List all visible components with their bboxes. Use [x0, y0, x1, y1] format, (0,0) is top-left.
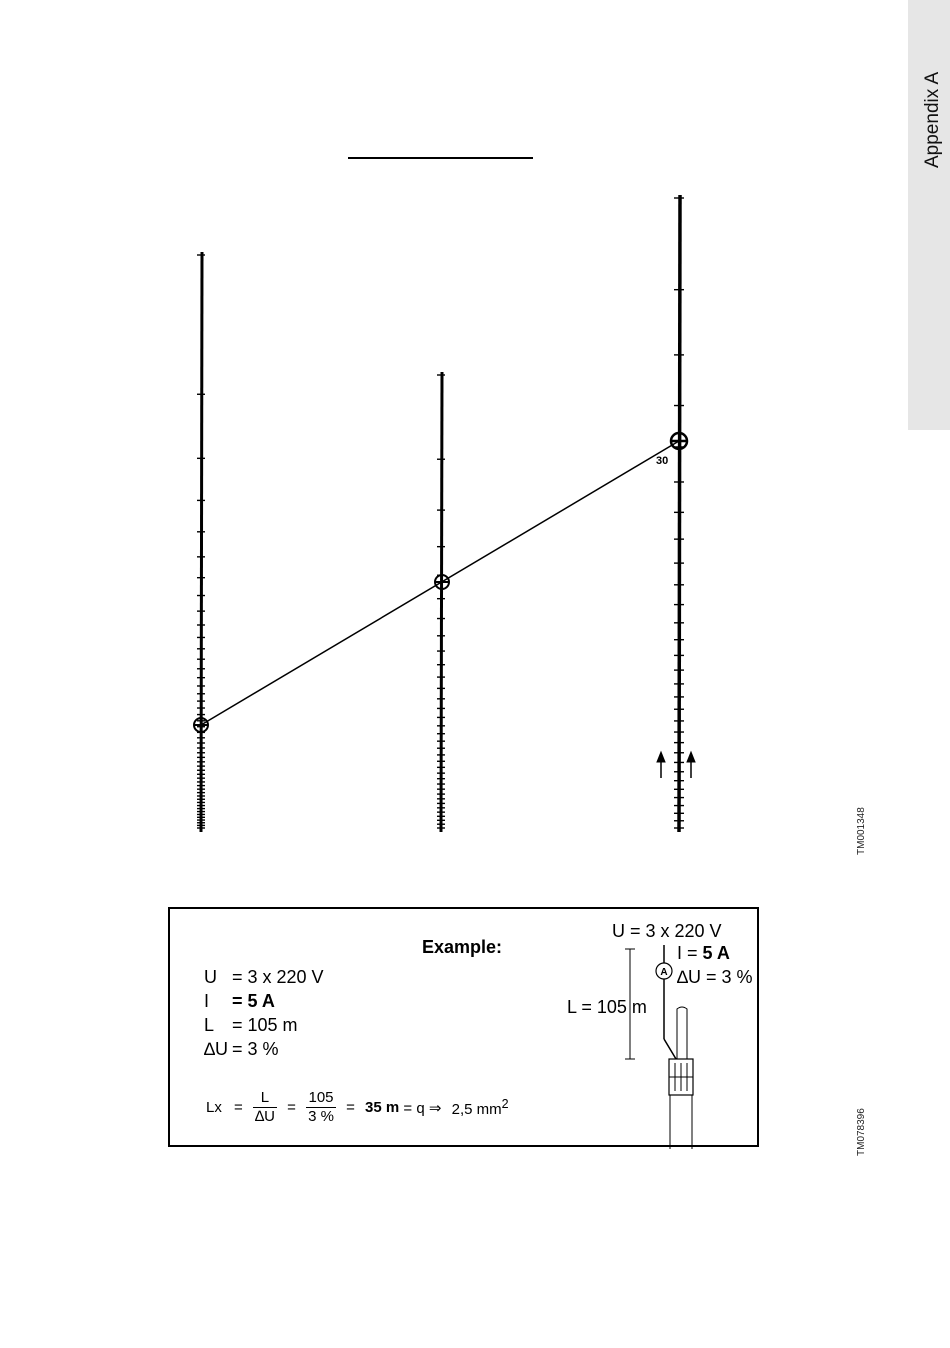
- inset-length: L = 105 m: [567, 997, 647, 1017]
- left-scale-axis: [197, 252, 205, 832]
- figure-code-nomogram: TM001348: [856, 807, 867, 855]
- up-arrow-icon: [657, 752, 665, 778]
- pump-icon: [669, 1059, 693, 1149]
- right-scale-axis: [674, 195, 684, 832]
- example-formula: Lx = $\frac{L}{\Delta U}$ = $\frac{105}{3 \%}$ = 35 m = q ⇒ 2,5 $mm^2$: [206, 1089, 509, 1125]
- svg-text:A: A: [660, 967, 668, 978]
- pump-cable-sketch: [170, 909, 761, 1149]
- ammeter-icon: [656, 963, 672, 979]
- up-arrow-icon: [687, 752, 695, 778]
- example-row-length: L = 105 m: [204, 1015, 298, 1035]
- example-row-voltage: U = 3 x 220 V: [204, 967, 324, 987]
- inset-current: I = 5 A: [677, 943, 730, 963]
- example-row-voltage-drop: ∆U = 3 %: [204, 1039, 279, 1059]
- inset-voltage-drop: ∆U = 3 %: [677, 967, 753, 987]
- appendix-label: Appendix A: [922, 71, 943, 168]
- inset-voltage: U = 3 x 220 V: [612, 921, 722, 941]
- example-row-current: I = 5 A: [204, 991, 275, 1011]
- middle-scale-axis: [437, 372, 445, 832]
- example-box: [168, 907, 759, 1147]
- point-label-30: 30: [656, 455, 669, 467]
- example-title: Example:: [422, 937, 503, 957]
- figure-code-example: TM078396: [856, 1108, 867, 1156]
